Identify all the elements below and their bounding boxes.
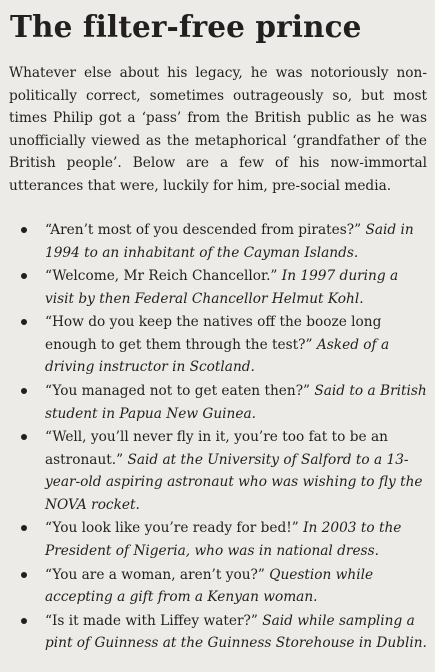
bullet-icon [21,618,27,624]
bullet-icon [21,572,27,578]
bullet-icon [21,319,27,325]
quote-item [0,265,435,310]
article-title: The filter-free prince [10,9,362,44]
bullet-icon [21,388,27,394]
bullet-icon [21,273,27,279]
intro-paragraph: Whatever else about his legacy, he was notoriously non-politically correct, sometimes outrageously so, but most times Philip got a ‘pass’ from the British public as he was unofficially viewed as the metaphorical ‘grandfather of the British people’. Below are a few of his now-immortal utterances that were, luckily for him, pre-social media. [9,65,427,194]
quote-item [0,610,435,655]
bullet-icon [21,434,27,440]
quote-context: In 1997 during a visit by then Federal Chancellor Helmut Kohl. [45,268,399,307]
quote-text: “You look like you’re ready for bed!” [45,520,299,537]
quote-context: Said at the University of Salford to a 13-year-old aspiring astronaut who was wishing to fly the NOVA rocket. [45,451,423,513]
bullet-icon [21,525,27,531]
quote-text: “Is it made with Liffey water?” [45,612,258,629]
quote-item [0,564,435,609]
bullet-icon [21,227,27,233]
quote-text: “Aren’t most of you descended from pirates?” [45,222,362,238]
quote-item [0,311,435,379]
quote-list [0,219,435,656]
quote-context: Said in 1994 to an inhabitant of the Cayman Islands. [45,222,414,261]
quote-text: “You managed not to get eaten then?” [45,383,311,400]
quote-context: In 2003 to the President of Nigeria, who was in national dress. [45,520,402,559]
quote-context: Question while accepting a gift from a Kenyan woman. [45,566,374,606]
quote-item [0,219,435,264]
quote-text: “You are a woman, aren’t you?” [45,566,265,583]
quote-text: “Welcome, Mr Reich Chancellor.” [45,268,278,285]
quote-item [0,426,435,516]
quote-text: “Well, you’ll never fly in it, you’re too fat to be an astronaut.” [45,429,388,468]
quote-item [0,380,435,425]
quote-item [0,517,435,562]
quote-context: Said while sampling a pint of Guinness at the Guinness Storehouse in Dublin. [45,612,427,652]
quote-context: Asked of a driving instructor in Scotland. [45,336,390,376]
quote-context: Said to a British student in Papua New Guinea. [45,383,427,422]
quote-text: “How do you keep the natives off the booze long enough to get them through the test?” [45,314,382,353]
